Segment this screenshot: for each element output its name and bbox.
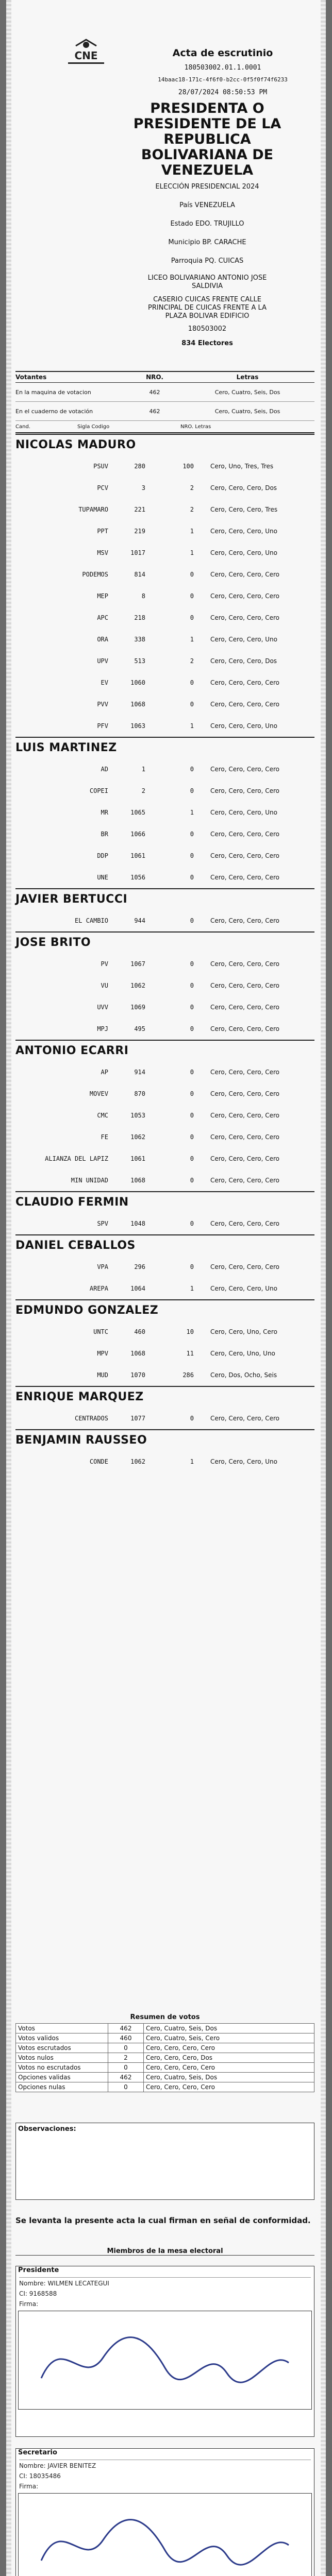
party-votes-words: Cero, Cero, Cero, Cero (210, 1263, 279, 1270)
party-code: 8 (141, 592, 145, 600)
party-code: 1068 (130, 1177, 145, 1184)
party-code: 1070 (130, 1371, 145, 1379)
party-row (15, 1256, 314, 1278)
party-acronym: MSV (97, 549, 108, 556)
party-code: 1062 (130, 1133, 145, 1141)
party-votes-words: Cero, Cero, Cero, Cero (210, 831, 279, 838)
acta-title: Acta de escrutinio (172, 47, 273, 59)
resumen-table (15, 2023, 314, 2092)
party-votes: 0 (190, 1220, 194, 1227)
party-votes-words: Cero, Cero, Cero, Cero (210, 1220, 279, 1227)
party-votes-words: Cero, Cero, Cero, Uno (210, 809, 277, 816)
votantes-row-notebook: En el cuaderno de votación 462 Cero, Cuatro, Seis, Dos (15, 402, 314, 421)
party-votes-words: Cero, Cero, Cero, Uno (210, 528, 277, 535)
member-role: Presidente (18, 2266, 59, 2274)
party-votes: 1 (190, 722, 194, 730)
party-code: 1062 (130, 1458, 145, 1465)
party-votes-words: Cero, Cero, Cero, Cero (210, 1069, 279, 1076)
candidate-name: JAVIER BERTUCCI (15, 888, 314, 910)
party-acronym: MUD (97, 1371, 108, 1379)
member-ci: CI: 9168588 (19, 2290, 57, 2297)
party-row (15, 953, 314, 975)
observaciones-label: Observaciones: (18, 2125, 76, 2133)
party-acronym: UNTC (93, 1328, 108, 1335)
party-votes: 0 (190, 766, 194, 773)
party-acronym: MPV (97, 1350, 108, 1357)
party-votes-words: Cero, Cero, Cero, Dos (210, 484, 277, 492)
party-votes-words: Cero, Uno, Tres, Tres (210, 463, 274, 470)
party-code: 2 (141, 787, 145, 794)
party-votes: 286 (182, 1371, 194, 1379)
party-row (15, 1343, 314, 1364)
party-votes-words: Cero, Cero, Uno, Cero (210, 1328, 277, 1335)
party-votes-words: Cero, Cero, Cero, Cero (210, 1177, 279, 1184)
party-votes: 1 (190, 1285, 194, 1292)
party-votes-words: Cero, Cero, Cero, Cero (210, 874, 279, 881)
candidate-name: CLAUDIO FERMIN (15, 1191, 314, 1213)
members-list (15, 2262, 314, 2576)
resumen-row: Votos 462 Cero, Cuatro, Seis, Dos (16, 2024, 314, 2033)
party-votes-words: Cero, Cero, Cero, Cero (210, 1415, 279, 1422)
candidates-header: Cand. Sigla Codigo NRO. Letras (15, 421, 314, 433)
party-row (15, 996, 314, 1018)
party-row (15, 823, 314, 845)
party-row (15, 542, 314, 564)
center-name: LICEO BOLIVARIANO ANTONIO JOSE SALDIVIA (147, 274, 267, 290)
party-code: 1063 (130, 722, 145, 730)
signoff-text: Se levanta la presente acta la cual firman en señal de conformidad. (15, 2216, 311, 2225)
party-votes-words: Cero, Cero, Uno, Uno (210, 1350, 275, 1357)
party-votes-words: Cero, Cero, Cero, Cero (210, 787, 279, 794)
party-votes: 0 (190, 1263, 194, 1270)
party-code: 1056 (130, 874, 145, 881)
party-votes: 0 (190, 1177, 194, 1184)
party-votes: 0 (190, 592, 194, 600)
candidate-name: BENJAMIN RAUSSEO (15, 1429, 314, 1451)
party-acronym: SPV (97, 1220, 108, 1227)
state: Estado EDO. TRUJILLO (170, 220, 244, 228)
party-code: 296 (134, 1263, 145, 1270)
center-address: CASERIO CUICAS FRENTE CALLE PRINCIPAL DE CUICAS FRENTE A LA PLAZA BOLIVAR EDIFICIO (148, 296, 267, 320)
party-acronym: EL CAMBIO (74, 917, 108, 924)
party-acronym: CONDE (89, 1458, 108, 1465)
party-code: 1017 (130, 549, 145, 556)
party-row (15, 802, 314, 823)
party-acronym: MPJ (97, 1025, 108, 1032)
party-acronym: PFV (97, 722, 108, 730)
party-votes: 0 (190, 960, 194, 968)
party-acronym: AREPA (89, 1285, 108, 1292)
country: País VENEZUELA (179, 201, 235, 209)
party-row (15, 477, 314, 499)
party-row (15, 1148, 314, 1170)
party-votes-words: Cero, Cero, Cero, Cero (210, 1112, 279, 1119)
candidate-name: LUIS MARTINEZ (15, 737, 314, 758)
office-heading: PRESIDENTA O PRESIDENTE DE LA REPUBLICA BOLIVARIANA DE VENEZUELA (133, 100, 281, 178)
member-signature-label: Firma: (19, 2300, 39, 2308)
party-row (15, 607, 314, 629)
election-info (104, 181, 310, 349)
party-code: 1053 (130, 1112, 145, 1119)
party-acronym: ALIANZA DEL LAPIZ (45, 1155, 108, 1162)
party-row (15, 1278, 314, 1299)
party-votes: 0 (190, 852, 194, 859)
party-acronym: CMC (97, 1112, 108, 1119)
party-row (15, 650, 314, 672)
party-code: 1068 (130, 701, 145, 708)
member-signature-label: Firma: (19, 2483, 39, 2490)
party-code: 1064 (130, 1285, 145, 1292)
resumen-row: Votos nulos 2 Cero, Cero, Cero, Dos (16, 2053, 314, 2063)
party-row (15, 520, 314, 542)
member-name: Nombre: JAVIER BENITEZ (19, 2460, 311, 2469)
party-acronym: PODEMOS (82, 571, 108, 578)
center-code: 180503002 (188, 325, 227, 333)
party-acronym: AD (101, 766, 108, 773)
party-code: 3 (141, 484, 145, 492)
party-votes: 2 (190, 484, 194, 492)
candidate-name: DANIEL CEBALLOS (15, 1234, 314, 1256)
party-row (15, 1451, 314, 1472)
party-acronym: COPEI (89, 787, 108, 794)
party-code: 1061 (130, 852, 145, 859)
party-code: 280 (134, 463, 145, 470)
party-votes: 0 (190, 787, 194, 794)
party-votes-words: Cero, Cero, Cero, Cero (210, 982, 279, 989)
cne-logo (58, 39, 114, 70)
party-votes: 0 (190, 982, 194, 989)
party-row (15, 715, 314, 737)
party-votes: 0 (190, 1025, 194, 1032)
party-votes: 0 (190, 1155, 194, 1162)
observaciones-section (15, 2123, 314, 2200)
party-row (15, 1061, 314, 1083)
party-row (15, 910, 314, 931)
party-votes-words: Cero, Cero, Cero, Dos (210, 657, 277, 665)
party-code: 338 (134, 636, 145, 643)
party-votes-words: Cero, Cero, Cero, Cero (210, 917, 279, 924)
paper-edge-left (6, 0, 11, 2576)
party-code: 814 (134, 571, 145, 578)
party-row (15, 867, 314, 888)
party-row (15, 1364, 314, 1386)
party-code: 1060 (130, 679, 145, 686)
votantes-table: Votantes NRO. Letras En la maquina de votacion 462 Cero, Cuatro, Seis, Dos En el cuaderno de votación 462 Cero, Cuatro, Seis, Dos Cand. Sigla Codigo NRO. Letras (15, 371, 314, 433)
members-title: Miembros de la mesa electoral (15, 2247, 314, 2256)
party-code: 218 (134, 614, 145, 621)
party-row (15, 693, 314, 715)
party-votes-words: Cero, Cero, Cero, Cero (210, 1090, 279, 1097)
party-row (15, 1408, 314, 1429)
party-votes: 0 (190, 614, 194, 621)
party-votes-words: Cero, Cero, Cero, Cero (210, 1004, 279, 1011)
acta-hash: 14baac18-171c-4f6f0-b2cc-0f5f0f74f6233 (158, 76, 288, 83)
party-row (15, 455, 314, 477)
party-votes: 0 (190, 1112, 194, 1119)
party-row (15, 975, 314, 996)
party-votes-words: Cero, Cero, Cero, Cero (210, 571, 279, 578)
party-row (15, 1170, 314, 1191)
member-role: Secretario (18, 2449, 57, 2456)
votantes-row-machine: En la maquina de votacion 462 Cero, Cuatro, Seis, Dos (15, 383, 314, 402)
party-acronym: UNE (97, 874, 108, 881)
party-votes-words: Cero, Cero, Cero, Cero (210, 592, 279, 600)
party-votes: 2 (190, 657, 194, 665)
party-code: 495 (134, 1025, 145, 1032)
party-votes: 1 (190, 1458, 194, 1465)
electors: 834 Electores (181, 340, 233, 347)
party-acronym: PSUV (93, 463, 108, 470)
signature-area[interactable] (18, 2311, 312, 2410)
member-block (15, 2448, 314, 2576)
party-row (15, 845, 314, 867)
party-row (15, 564, 314, 585)
party-row (15, 499, 314, 520)
party-code: 1061 (130, 1155, 145, 1162)
signature-area[interactable] (18, 2493, 312, 2576)
party-code: 1067 (130, 960, 145, 968)
party-votes-words: Cero, Cero, Cero, Cero (210, 1133, 279, 1141)
party-acronym: FE (101, 1133, 108, 1141)
resumen-row: Votos validos 460 Cero, Cuatro, Seis, Cero (16, 2033, 314, 2043)
candidate-name: NICOLAS MADURO (15, 434, 314, 455)
party-row (15, 1321, 314, 1343)
party-acronym: PPT (97, 528, 108, 535)
party-acronym: UPV (97, 657, 108, 665)
party-acronym: BR (101, 831, 108, 838)
party-acronym: TUPAMARO (78, 506, 108, 513)
parish: Parroquia PQ. CUICAS (171, 257, 244, 265)
party-code: 1068 (130, 1350, 145, 1357)
candidate-name: ENRIQUE MARQUEZ (15, 1386, 314, 1408)
party-votes: 0 (190, 874, 194, 881)
party-votes-words: Cero, Cero, Cero, Uno (210, 549, 277, 556)
party-row (15, 585, 314, 607)
party-votes-words: Cero, Cero, Cero, Cero (210, 614, 279, 621)
party-votes: 0 (190, 831, 194, 838)
party-acronym: APC (97, 614, 108, 621)
party-acronym: PCV (97, 484, 108, 492)
member-ci: CI: 18035486 (19, 2472, 61, 2480)
party-votes-words: Cero, Cero, Cero, Cero (210, 1025, 279, 1032)
party-row (15, 1105, 314, 1126)
party-code: 460 (134, 1328, 145, 1335)
party-row (15, 1018, 314, 1040)
resumen-row: Opciones nulas 0 Cero, Cero, Cero, Cero (16, 2082, 314, 2092)
party-acronym: MIN UNIDAD (71, 1177, 108, 1184)
party-row (15, 629, 314, 650)
acta-id: 180503002.01.1.0001 (184, 64, 261, 72)
paper-edge-right (321, 0, 326, 2576)
party-votes-words: Cero, Cero, Cero, Uno (210, 636, 277, 643)
party-acronym: MEP (97, 592, 108, 600)
party-votes: 2 (190, 506, 194, 513)
party-votes: 11 (186, 1350, 194, 1357)
candidate-name: ANTONIO ECARRI (15, 1040, 314, 1061)
party-code: 1 (141, 766, 145, 773)
candidates-list (15, 434, 314, 1472)
party-votes: 0 (190, 1090, 194, 1097)
party-code: 1069 (130, 1004, 145, 1011)
party-votes: 0 (190, 679, 194, 686)
party-votes-words: Cero, Cero, Cero, Uno (210, 1285, 277, 1292)
party-votes: 0 (190, 1133, 194, 1141)
party-acronym: MOVEV (89, 1090, 108, 1097)
party-votes-words: Cero, Cero, Cero, Cero (210, 679, 279, 686)
party-code: 1062 (130, 982, 145, 989)
acta-datetime: 28/07/2024 08:50:53 PM (178, 89, 268, 96)
party-row (15, 1213, 314, 1234)
svg-text:CNE: CNE (74, 49, 98, 62)
candidate-name: EDMUNDO GONZALEZ (15, 1299, 314, 1321)
party-acronym: AP (101, 1069, 108, 1076)
election-name: ELECCIÓN PRESIDENCIAL 2024 (155, 183, 259, 191)
party-code: 944 (134, 917, 145, 924)
party-votes-words: Cero, Cero, Cero, Cero (210, 766, 279, 773)
party-votes: 1 (190, 528, 194, 535)
party-votes-words: Cero, Cero, Cero, Cero (210, 960, 279, 968)
party-acronym: ORA (97, 636, 108, 643)
party-votes-words: Cero, Cero, Cero, Cero (210, 701, 279, 708)
party-acronym: EV (101, 679, 108, 686)
party-code: 1065 (130, 809, 145, 816)
member-name: Nombre: WILMEN LECATEGUI (19, 2277, 311, 2287)
party-acronym: CENTRADOS (74, 1415, 108, 1422)
party-acronym: PVV (97, 701, 108, 708)
party-votes: 0 (190, 917, 194, 924)
party-acronym: VPA (97, 1263, 108, 1270)
resumen-row: Votos escrutados 0 Cero, Cero, Cero, Cero (16, 2043, 314, 2053)
party-acronym: MR (101, 809, 108, 816)
party-votes-words: Cero, Cero, Cero, Tres (210, 506, 278, 513)
party-row (15, 1126, 314, 1148)
party-acronym: PV (101, 960, 108, 968)
party-votes-words: Cero, Dos, Ocho, Seis (210, 1371, 277, 1379)
candidate-name: JOSE BRITO (15, 931, 314, 953)
party-code: 219 (134, 528, 145, 535)
party-code: 1066 (130, 831, 145, 838)
party-acronym: DDP (97, 852, 108, 859)
party-code: 513 (134, 657, 145, 665)
party-votes: 0 (190, 1004, 194, 1011)
party-row (15, 780, 314, 802)
party-votes: 0 (190, 1415, 194, 1422)
party-row (15, 1083, 314, 1105)
party-code: 1077 (130, 1415, 145, 1422)
member-block (15, 2266, 314, 2437)
party-votes-words: Cero, Cero, Cero, Uno (210, 722, 277, 730)
party-row (15, 672, 314, 693)
party-votes: 10 (186, 1328, 194, 1335)
party-votes: 1 (190, 549, 194, 556)
party-acronym: VU (101, 982, 108, 989)
municipality: Municipio BP. CARACHE (168, 239, 246, 246)
resumen-section (15, 2013, 314, 2092)
resumen-title: Resumen de votos (130, 2013, 200, 2021)
party-row (15, 758, 314, 780)
party-votes: 0 (190, 571, 194, 578)
party-code: 1048 (130, 1220, 145, 1227)
party-votes: 1 (190, 636, 194, 643)
resumen-row: Votos no escrutados 0 Cero, Cero, Cero, Cero (16, 2063, 314, 2073)
party-acronym: UVV (97, 1004, 108, 1011)
party-code: 221 (134, 506, 145, 513)
party-code: 870 (134, 1090, 145, 1097)
party-votes-words: Cero, Cero, Cero, Cero (210, 1155, 279, 1162)
acta-receipt (11, 0, 321, 2576)
party-votes: 1 (190, 809, 194, 816)
party-votes-words: Cero, Cero, Cero, Cero (210, 852, 279, 859)
party-votes: 0 (190, 1069, 194, 1076)
party-votes-words: Cero, Cero, Cero, Uno (210, 1458, 277, 1465)
party-votes: 0 (190, 701, 194, 708)
party-code: 914 (134, 1069, 145, 1076)
resumen-row: Opciones validas 462 Cero, Cuatro, Seis, Dos (16, 2073, 314, 2082)
party-votes: 100 (182, 463, 194, 470)
